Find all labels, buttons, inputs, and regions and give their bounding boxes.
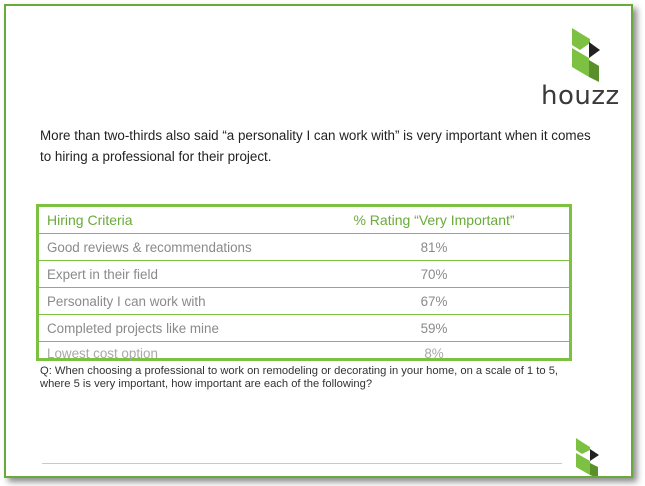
percent-cell: 81%: [420, 240, 448, 255]
criteria-cell: Personality I can work with: [47, 294, 206, 309]
criteria-cell: Good reviews & recommendations: [47, 240, 252, 255]
criteria-cell: Lowest cost option: [47, 346, 158, 361]
table-row: [39, 234, 569, 261]
table-row: [39, 315, 569, 342]
table-header-row: [39, 207, 569, 234]
column-header-percent: % Rating “Very Important”: [353, 212, 515, 228]
percent-cell: 67%: [420, 294, 448, 309]
percent-cell: 70%: [420, 267, 448, 282]
table-row: [39, 288, 569, 315]
table-row: [39, 261, 569, 288]
footer-divider: [42, 463, 562, 464]
houzz-wordmark: houzz: [541, 81, 620, 111]
percent-cell: 59%: [420, 321, 448, 336]
intro-text: More than two-thirds also said “a personality I can work with” is very important when it comes to hiring a professional for their project.: [40, 128, 591, 164]
criteria-cell: Expert in their field: [47, 267, 158, 282]
houzz-logo-icon: [569, 28, 605, 82]
survey-question: Q: When choosing a professional to work on remodeling or decorating in your home, on a scale of 1 to 5, where 5 is very important, how important are each of the following?: [40, 365, 559, 390]
slide: [4, 4, 633, 478]
criteria-cell: Completed projects like mine: [47, 321, 219, 336]
column-header-criteria: Hiring Criteria: [47, 212, 133, 228]
houzz-logo-icon: [573, 438, 605, 478]
percent-cell: 8%: [424, 346, 444, 361]
hiring-criteria-table: [36, 204, 572, 361]
table-row: [39, 342, 569, 361]
